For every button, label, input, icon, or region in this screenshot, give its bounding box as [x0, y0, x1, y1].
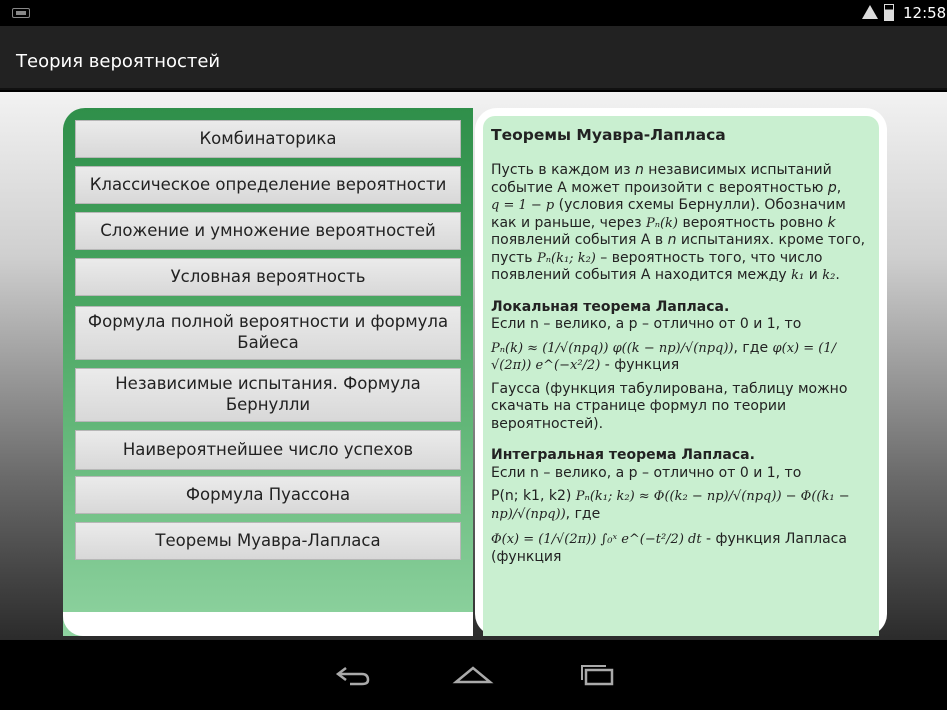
pnk1k2-formula: Pₙ(k₁; k₂) — [537, 250, 596, 266]
battery-icon — [884, 4, 894, 21]
topic-item-conditional-probability[interactable]: Условная вероятность — [75, 258, 461, 296]
article-title: Теоремы Муавра-Лапласа — [491, 126, 726, 144]
panel-bottom — [63, 612, 473, 636]
topic-item-addition-multiplication[interactable]: Сложение и умножение вероятностей — [75, 212, 461, 250]
recent-apps-icon[interactable] — [576, 664, 618, 686]
laplace-function-line: Φ(x) = (1/√(2π)) ∫₀ˣ e^(−t²/2) dt - функция Лапласа (функция — [491, 531, 847, 565]
local-theorem-title: Локальная теорема Лапласа. — [491, 298, 730, 315]
topic-item-most-probable-number[interactable]: Наивероятнейшее число успехов — [75, 430, 461, 470]
action-bar — [0, 26, 947, 90]
topic-item-poisson[interactable]: Формула Пуассона — [75, 476, 461, 514]
phi-formula: φ(x) = (1/√(2π)) e^(−x²/2) — [491, 340, 836, 373]
integral-formula-line: P(n; k1, k2) Pₙ(k₁; k₂) ≈ Φ((k₂ − np)/√(npq)) − Φ((k₁ − np)/√(npq)), где — [491, 488, 850, 522]
topic-item-bernoulli[interactable]: Независимые испытания. Формула Бернулли — [75, 368, 461, 422]
article-content[interactable] — [491, 126, 871, 566]
Phi-formula: Φ(x) = (1/√(2π)) ∫₀ˣ e^(−t²/2) dt — [491, 532, 702, 547]
wifi-icon — [862, 5, 878, 19]
local-theorem-formula-line: Pₙ(k) ≈ (1/√(npq)) φ((k − np)/√(npq)), где φ(x) = (1/√(2π)) e^(−x²/2) - функция — [491, 339, 836, 373]
q-formula: q = 1 − p — [491, 198, 555, 213]
gauss-text: Гаусса (функция табулирована, таблицу можно скачать на странице формул по теории вероятностей). — [491, 380, 848, 432]
integral-formula: Pₙ(k₁; k₂) ≈ Φ((k₂ − np)/√(npq)) − Φ((k₁ − np)/√(npq)) — [491, 489, 850, 522]
back-icon[interactable] — [332, 664, 374, 686]
topic-item-moivre-laplace[interactable]: Теоремы Муавра-Лапласа — [75, 522, 461, 560]
status-bar — [0, 0, 947, 26]
navigation-bar — [0, 640, 947, 710]
pnk-formula: Pₙ(k) — [645, 215, 679, 231]
home-icon[interactable] — [452, 664, 494, 686]
article-panel — [475, 108, 887, 636]
integral-theorem-condition: Если n – велико, а p – отлично от 0 и 1, то — [491, 464, 802, 481]
article-intro: Пусть в каждом из n независимых испытаний событие А может произойти с вероятностью p, q = 1 − p (условия схемы Бернулли). Обозначим как и раньше, через Pₙ(k) вероятность ровно k появлений события А в n испытаниях. кроме того, пусть Pₙ(k₁; k₂) – вероятность того, что число появлений события А находится между k₁ и k₂. — [491, 162, 866, 283]
notification-icon — [12, 8, 30, 18]
topic-item-combinatorics[interactable]: Комбинаторика — [75, 120, 461, 158]
integral-theorem-title: Интегральная теорема Лапласа. — [491, 447, 755, 463]
topic-item-classic-probability[interactable]: Классическое определение вероятности — [75, 166, 461, 204]
local-formula: Pₙ(k) ≈ (1/√(npq)) φ((k − np)/√(npq)) — [491, 340, 734, 356]
app-title: Теория вероятностей — [16, 51, 221, 72]
status-time: 12:58 — [903, 4, 947, 22]
topic-item-total-probability-bayes[interactable]: Формула полной вероятности и формула Байеса — [75, 306, 461, 360]
local-theorem-condition: Если n – велико, а p – отлично от 0 и 1, то — [491, 316, 802, 332]
topics-panel — [63, 108, 473, 636]
